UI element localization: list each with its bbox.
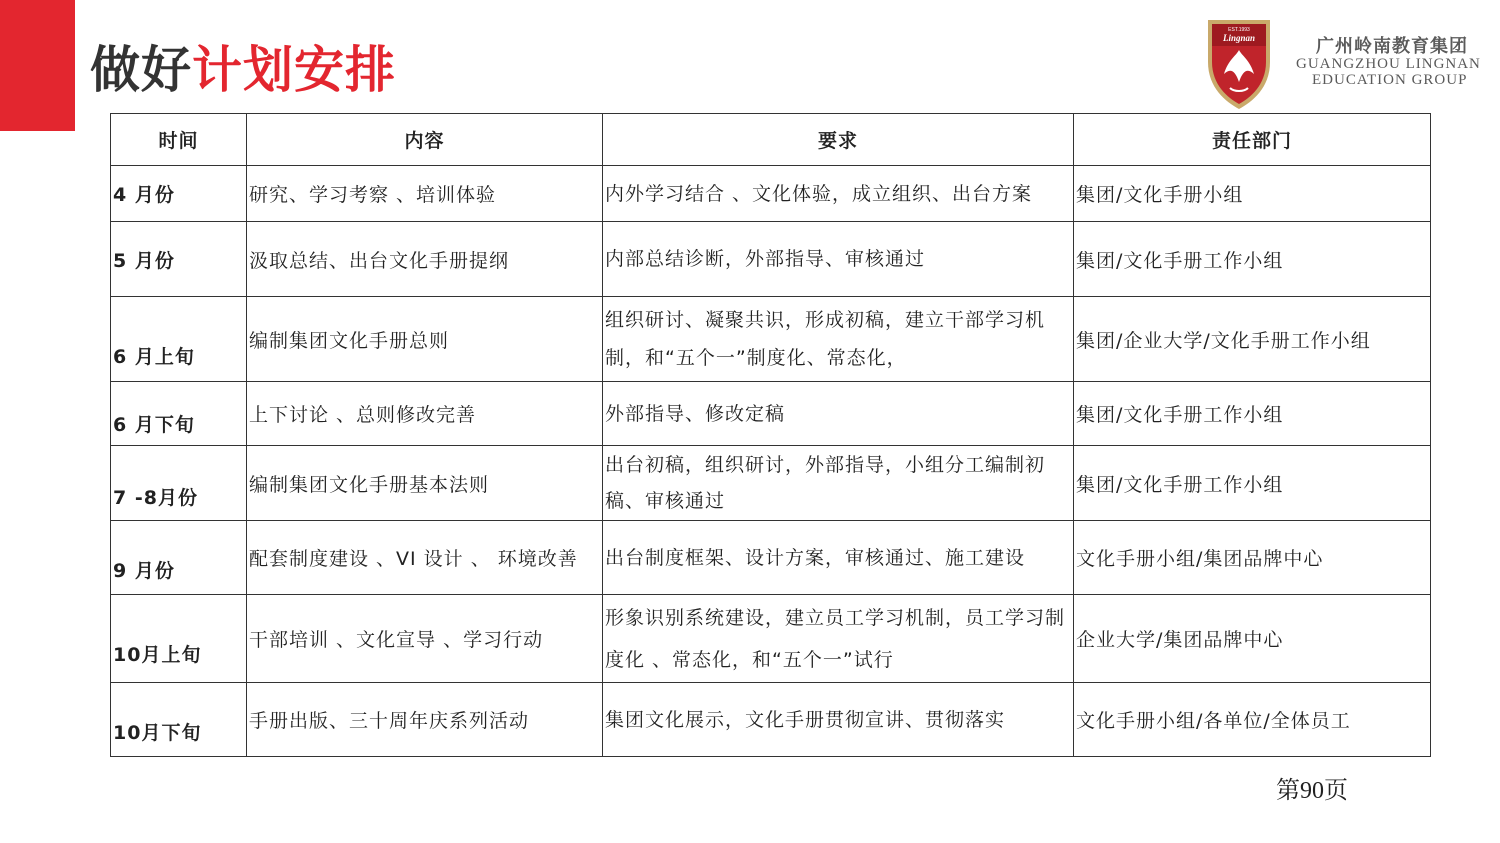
cell-content: 汲取总结、出台文化手册提纲: [247, 222, 603, 297]
table-row: [111, 446, 1431, 521]
table-row: [111, 222, 1431, 297]
cell-time: 6 月下旬: [111, 382, 247, 446]
cell-content: 配套制度建设 、VI 设计 、 环境改善: [247, 521, 603, 595]
header-department: 责任部门: [1074, 114, 1431, 166]
cell-content: 手册出版、三十周年庆系列活动: [247, 683, 603, 757]
header-content: 内容: [247, 114, 603, 166]
cell-content: 上下讨论 、总则修改完善: [247, 382, 603, 446]
cell-department: 企业大学/集团品牌中心: [1074, 595, 1431, 683]
page-title-red: 计划安排: [192, 41, 396, 99]
header-requirement: 要求: [603, 114, 1074, 166]
cell-requirement: 内外学习结合 、文化体验，成立组织、出台方案: [603, 166, 1074, 222]
cell-time: 7 -8月份: [111, 446, 247, 521]
page-number: 第90页: [1276, 778, 1348, 804]
page-title-dark: 做好: [90, 41, 192, 99]
logo-est-text: EST.1993: [1228, 27, 1250, 33]
cell-department: 集团/企业大学/文化手册工作小组: [1074, 297, 1431, 382]
cell-time: 10月下旬: [111, 683, 247, 757]
cell-requirement: 形象识别系统建设，建立员工学习机制，员工学习制度化 、常态化，和“五个一”试行: [603, 595, 1074, 683]
table-row: [111, 595, 1431, 683]
cell-time: 9 月份: [111, 521, 247, 595]
red-accent-bar: [0, 0, 75, 131]
org-logo: [1200, 16, 1480, 112]
cell-content: 编制集团文化手册基本法则: [247, 446, 603, 521]
org-name-cn: 广州岭南教育集团: [1316, 36, 1468, 57]
cell-department: 集团/文化手册工作小组: [1074, 446, 1431, 521]
table-header-row: [111, 114, 1431, 166]
cell-requirement: 出台初稿，组织研讨，外部指导，小组分工编制初稿、审核通过: [603, 446, 1074, 521]
page-title: [90, 38, 396, 102]
cell-department: 文化手册小组/集团品牌中心: [1074, 521, 1431, 595]
table-row: [111, 297, 1431, 382]
cell-content: 编制集团文化手册总则: [247, 297, 603, 382]
cell-department: 集团/文化手册小组: [1074, 166, 1431, 222]
cell-requirement: 组织研讨、凝聚共识，形成初稿，建立干部学习机制，和“五个一”制度化、常态化，: [603, 297, 1074, 382]
cell-department: 集团/文化手册工作小组: [1074, 222, 1431, 297]
table-row: [111, 382, 1431, 446]
table-row: [111, 683, 1431, 757]
cell-requirement: 内部总结诊断，外部指导、审核通过: [603, 222, 1074, 297]
cell-requirement: 集团文化展示，文化手册贯彻宣讲、贯彻落实: [603, 683, 1074, 757]
cell-requirement: 外部指导、修改定稿: [603, 382, 1074, 446]
cell-department: 文化手册小组/各单位/全体员工: [1074, 683, 1431, 757]
cell-time: 4 月份: [111, 166, 247, 222]
cell-time: 5 月份: [111, 222, 247, 297]
plan-table: [110, 113, 1431, 757]
org-name-en-line2: EDUCATION GROUP: [1312, 72, 1468, 88]
cell-department: 集团/文化手册工作小组: [1074, 382, 1431, 446]
logo-brand-text: Lingnan: [1222, 33, 1256, 43]
cell-time: 6 月上旬: [111, 297, 247, 382]
org-name-en-line1: GUANGZHOU LINGNAN: [1296, 56, 1481, 72]
header-time: 时间: [111, 114, 247, 166]
cell-content: 干部培训 、文化宣导 、学习行动: [247, 595, 603, 683]
cell-requirement: 出台制度框架、设计方案，审核通过、施工建设: [603, 521, 1074, 595]
cell-time: 10月上旬: [111, 595, 247, 683]
cell-content: 研究、学习考察 、培训体验: [247, 166, 603, 222]
lingnan-shield-icon: [1204, 16, 1274, 112]
table-row: [111, 166, 1431, 222]
table-row: [111, 521, 1431, 595]
